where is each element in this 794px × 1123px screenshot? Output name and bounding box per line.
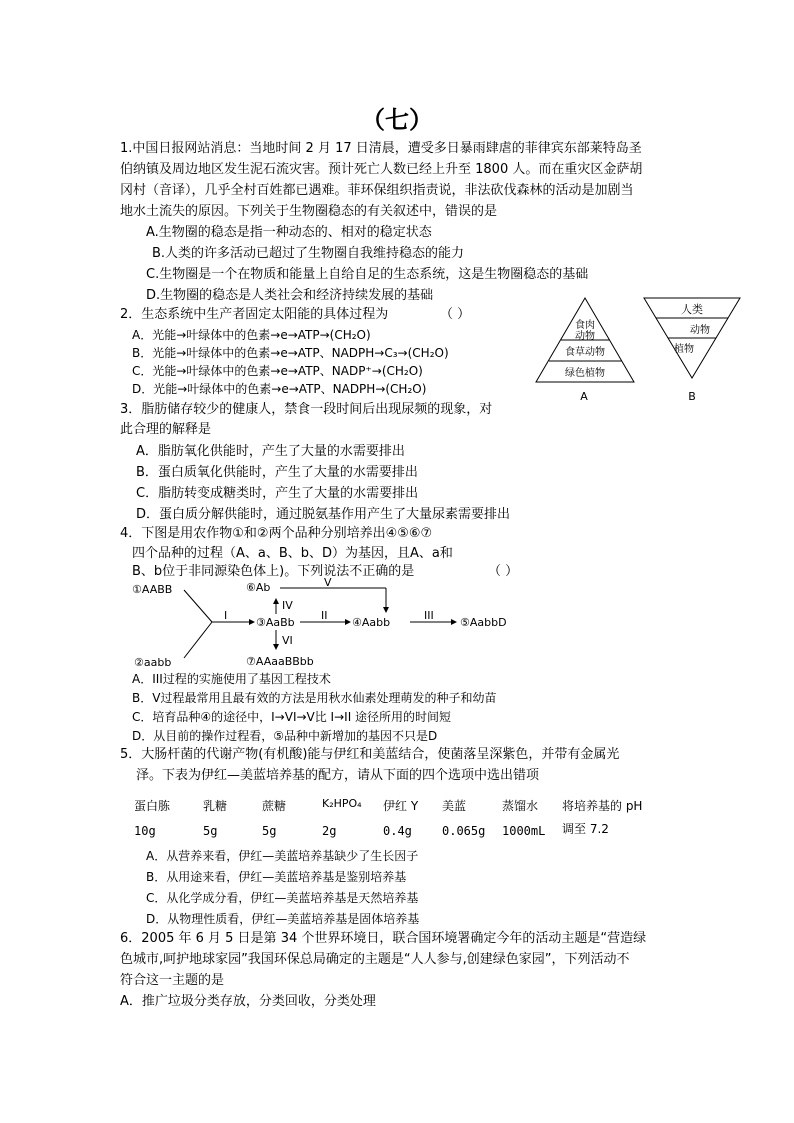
q3-option-d: D．蛋白质分解供能时，通过脱氨基作用产生了大量尿素需要排出 xyxy=(136,507,511,522)
pyramid-b-middle-label: 动物 xyxy=(690,325,710,336)
q2-stem: 2．生态系统中生产者固定太阳能的具体过程为 xyxy=(120,307,389,322)
q3-option-b: B．蛋白质氧化供能时，产生了大量的水需要排出 xyxy=(136,465,418,480)
table-header: 伊红 Y xyxy=(383,799,419,813)
q2-answer-paren: （ ） xyxy=(440,307,471,322)
pyramid-b-top-label: 人类 xyxy=(681,303,703,316)
q1-option-a: A.生物圈的稳态是指一种动态的、相对的稳定状态 xyxy=(146,225,432,240)
q4-answer-paren: （ ） xyxy=(488,564,519,579)
process-label-ii: II xyxy=(321,609,328,622)
q4-option-c: C．培育品种④的途径中，I→VI→V比 I→II 途径所用的时间短 xyxy=(132,710,452,724)
q6-option-a: A．推广垃圾分类存放，分类回收，分类处理 xyxy=(120,994,376,1009)
q4-stem-line: B、b位于非同源染色体上)。下列说法不正确的是 xyxy=(132,564,415,579)
pyramid-a-top-label: 食肉动物 xyxy=(575,320,595,342)
q5-stem-line: 泽。下表为伊红—美蓝培养基的配方，请从下面的四个选项中选出错项 xyxy=(136,768,540,783)
q2-option-c: C．光能→叶绿体中的色素→e→ATP、NADP⁺→(CH₂O) xyxy=(132,364,423,378)
pyramid-b-diagram xyxy=(640,294,748,406)
table-cell: 0.065g xyxy=(442,824,486,838)
q5-option-d: D．从物理性质看，伊红—美蓝培养基是固体培养基 xyxy=(146,912,420,926)
q4-option-b: B．V过程最常用且最有效的方法是用秋水仙素处理萌发的种子和幼苗 xyxy=(132,691,497,705)
q1-stem-line: 冈村（音译），几乎全村百姓都已遇难。菲环保组织指责说，非法砍伐森林的活动是加剧当 xyxy=(120,183,634,198)
q4-stem-line: 4．下图是用农作物①和②两个品种分别培养出④⑤⑥⑦ xyxy=(120,526,433,541)
node-7-aaaabbbb: ⑦AAaaBBbb xyxy=(246,655,314,668)
q3-option-c: C．脂肪转变成糖类时，产生了大量的水需要排出 xyxy=(136,486,419,501)
table-cell: 0.4g xyxy=(383,824,412,838)
q2-option-a: A．光能→叶绿体中的色素→e→ATP→(CH₂O) xyxy=(132,328,371,342)
table-header: K₂HPO₄ xyxy=(322,797,362,810)
q3-stem-line: 3．脂肪储存较少的健康人，禁食一段时间后出现尿频的现象，对 xyxy=(120,402,493,417)
table-header: 将培养基的 pH xyxy=(562,799,643,813)
table-cell: 10g xyxy=(134,824,156,838)
q5-option-b: B．从用途来看，伊红—美蓝培养基是鉴别培养基 xyxy=(146,870,407,884)
q6-stem-line: 色城市,呵护地球家园”我国环保总局确定的主题是“人人参与,创建绿色家园”，下列活动不 xyxy=(120,952,630,967)
node-3-aabb: ③AaBb xyxy=(256,616,295,629)
pyramid-a-bottom-label: 绿色植物 xyxy=(565,368,605,379)
q3-option-a: A．脂肪氧化供能时，产生了大量的水需要排出 xyxy=(136,444,405,459)
node-4-aabb: ④Aabb xyxy=(352,616,391,629)
breeding-process-diagram xyxy=(126,578,526,672)
q4-stem-line: 四个品种的过程（A、a、B、b、D）为基因，且A、a和 xyxy=(132,546,453,561)
q1-option-c: C.生物圈是一个在物质和能量上自给自足的生态系统，这是生物圈稳态的基础 xyxy=(146,267,589,282)
table-header: 蛋白胨 xyxy=(134,799,171,813)
node-5-aabbd: ⑤AabbD xyxy=(460,616,507,629)
q5-stem-line: 5．大肠杆菌的代谢产物(有机酸)能与伊红和美蓝结合，使菌落呈深紫色，并带有金属光 xyxy=(120,747,620,762)
node-1-aabb: ①AABB xyxy=(132,583,173,596)
q6-stem-line: 符合这一主题的是 xyxy=(120,973,225,988)
q4-option-d: D．从目前的操作过程看，⑤品种中新增加的基因不只是D xyxy=(132,729,438,743)
table-cell: 5g xyxy=(203,824,218,838)
process-label-iii: III xyxy=(424,609,434,622)
table-header: 美蓝 xyxy=(442,799,467,813)
q2-option-d: D．光能→叶绿体中的色素→e→ATP、NADPH→(CH₂O) xyxy=(132,382,427,396)
pyramid-a-middle-label: 食草动物 xyxy=(565,347,605,358)
process-label-iv: IV xyxy=(282,599,293,612)
q1-stem-line: 1.中国日报网站消息：当地时间 2 月 17 日清晨，遭受多日暴雨肆虐的菲律宾东部莱特岛圣 xyxy=(120,141,642,156)
q1-option-b: B.人类的许多活动已超过了生物圈自我维持稳态的能力 xyxy=(152,246,465,261)
process-label-vi: VI xyxy=(282,634,293,647)
q5-option-a: A．从营养来看，伊红—美蓝培养基缺少了生长因子 xyxy=(146,849,419,863)
q2-option-b: B．光能→叶绿体中的色素→e→ATP、NADPH→C₃→(CH₂O) xyxy=(132,346,449,360)
pyramid-a-diagram xyxy=(530,296,642,406)
q1-stem-line: 伯纳镇及周边地区发生泥石流灾害。预计死亡人数已经上升至 1800 人。而在重灾区金萨胡 xyxy=(120,162,643,177)
node-6-ab: ⑥Ab xyxy=(246,581,271,594)
table-cell: 调至 7.2 xyxy=(562,822,609,836)
q1-option-d: D.生物圈的稳态是人类社会和经济持续发展的基础 xyxy=(146,288,434,303)
process-label-v: V xyxy=(324,578,332,589)
q5-option-c: C．从化学成分看，伊红—美蓝培养基是天然培养基 xyxy=(146,891,419,905)
q3-stem-line: 此合理的解释是 xyxy=(120,422,212,437)
table-cell: 5g xyxy=(262,824,277,838)
page-title: （七） xyxy=(361,105,433,134)
table-cell: 2g xyxy=(322,824,337,838)
q6-stem-line: 6．2005 年 6 月 5 日是第 34 个世界环境日，联合国环境署确定今年的活动主题是“营造绿 xyxy=(120,931,647,946)
q4-option-a: A．III过程的实施使用了基因工程技术 xyxy=(132,672,331,686)
node-2-aabb: ②aabb xyxy=(134,656,172,669)
pyramid-b-caption: B xyxy=(688,390,696,403)
table-header: 乳糖 xyxy=(203,799,228,813)
pyramid-b-bottom-label: 植物 xyxy=(674,344,694,355)
process-label-i: I xyxy=(224,609,228,622)
table-header: 蒸馏水 xyxy=(502,799,539,813)
pyramid-a-caption: A xyxy=(580,390,588,403)
table-header: 蔗糖 xyxy=(262,799,287,813)
table-cell: 1000mL xyxy=(502,824,546,838)
q1-stem-line: 地水土流失的原因。下列关于生物圈稳态的有关叙述中，错误的是 xyxy=(120,204,498,219)
